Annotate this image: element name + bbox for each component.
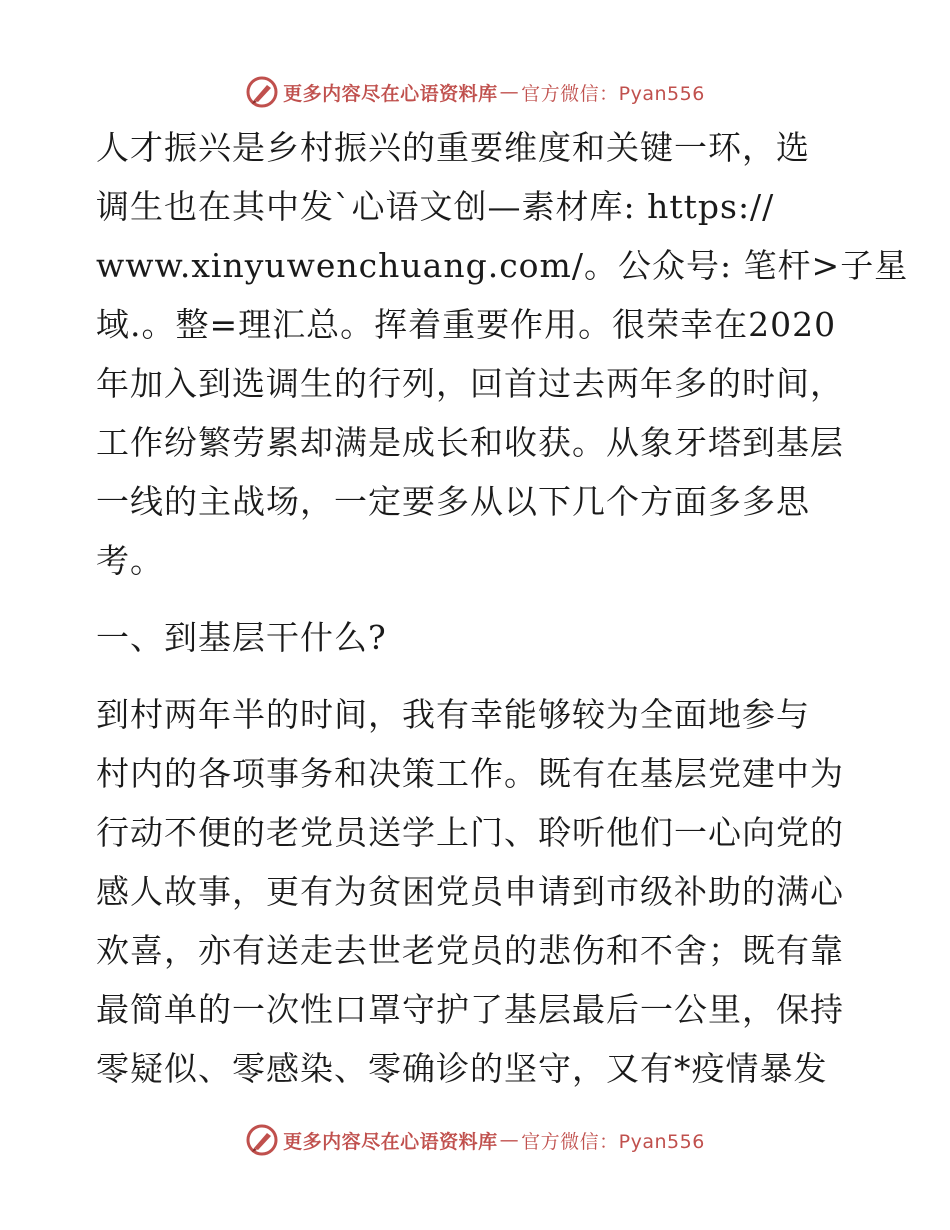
text-line: 欢喜，亦有送走去世老党员的悲伤和不舍；既有靠: [96, 931, 844, 970]
watermark-suffix-text: 官方微信：Pyan556: [521, 82, 705, 105]
text-line: 工作纷繁劳累却满是成长和收获。从象牙塔到基层: [96, 423, 844, 462]
text-line: 零疑似、零感染、零确诊的坚守，又有*疫情暴发: [96, 1049, 828, 1088]
watermark-header: [0, 72, 950, 112]
section-heading: 一、到基层干什么?: [96, 618, 387, 657]
text-line: 到村两年半的时间，我有幸能够较为全面地参与: [96, 695, 810, 734]
watermark-footer: [0, 1120, 950, 1160]
text-line: 年加入到选调生的行列，回首过去两年多的时间，: [96, 364, 844, 403]
watermark-main-text: 更多内容尽在心语资料库: [283, 1130, 498, 1153]
watermark-separator: —: [499, 1129, 520, 1151]
text-line: 调生也在其中发`心语文创—素材库: https://: [96, 187, 775, 226]
text-line: 域.。整=理汇总。挥着重要作用。很荣幸在2020: [96, 305, 837, 344]
pen-logo-icon: [245, 75, 279, 109]
paragraph-intro: [96, 118, 909, 590]
pen-logo-icon: [245, 1123, 279, 1157]
watermark-suffix-text: 官方微信：Pyan556: [521, 1130, 705, 1153]
document-body: [96, 118, 909, 1098]
text-line: 一线的主战场，一定要多从以下几个方面多多思: [96, 482, 810, 521]
paragraph-section-one: [96, 685, 856, 1098]
text-line: 行动不便的老党员送学上门、聆听他们一心向党的: [96, 813, 844, 852]
text-line: 感人故事，更有为贫困党员申请到市级补助的满心: [96, 872, 844, 911]
watermark-main-text: 更多内容尽在心语资料库: [283, 82, 498, 105]
text-line: 人才振兴是乡村振兴的重要维度和关键一环，选: [96, 128, 810, 167]
text-line: 村内的各项事务和决策工作。既有在基层党建中为: [96, 754, 844, 793]
text-line: 考。: [96, 541, 164, 580]
watermark-separator: —: [499, 81, 520, 103]
text-line: 最简单的一次性口罩守护了基层最后一公里，保持: [96, 990, 844, 1029]
text-line: www.xinyuwenchuang.com/。公众号: 笔杆>子星: [96, 246, 909, 285]
